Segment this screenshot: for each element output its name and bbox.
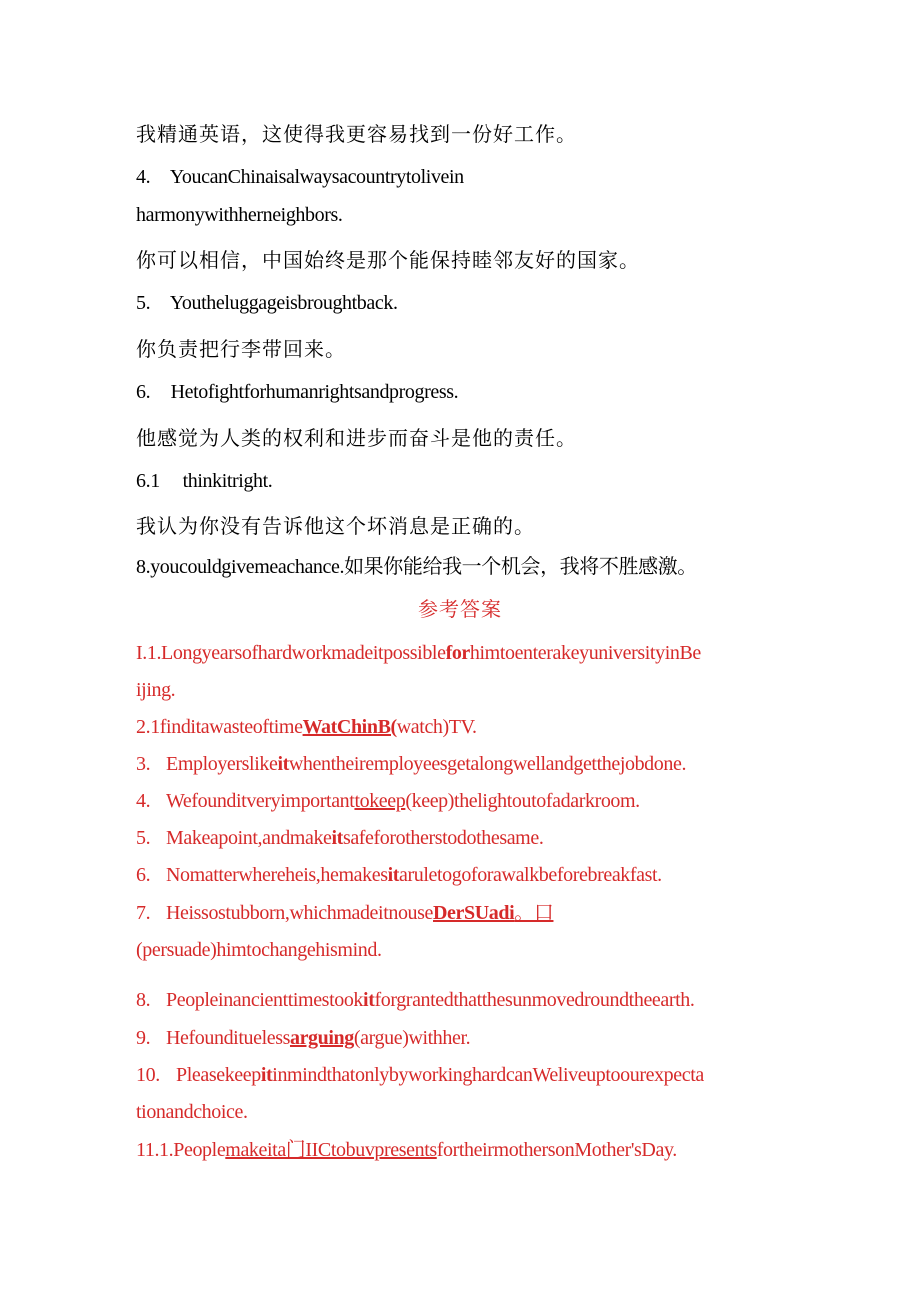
answer-text: whentheiremployeesgetalongwellandgetthejobdone. [288, 753, 687, 775]
answer-text: Wefounditveryimportant [166, 790, 355, 812]
chinese-sentence-3: 我精通英语，这使得我更容易找到一份好工作。 [136, 122, 577, 146]
answer-3 [136, 750, 860, 778]
answer-1-cont: ijing. [136, 679, 176, 701]
answer-key-word: it [387, 864, 399, 886]
answer-7-cont: (persuade)himtochangehismind. [136, 939, 382, 961]
item-number: 5. [136, 292, 151, 314]
exercise-item-5 [136, 289, 860, 317]
answer-8 [136, 986, 860, 1014]
item-text: Hetofightforhumanrightsandprogress. [170, 381, 459, 403]
answer-text: himtoenterakeyuniversityinBe [469, 642, 701, 664]
item-number: 6. [136, 381, 151, 403]
item-number: 6. [136, 864, 151, 886]
item-number: 6.1 [136, 470, 160, 492]
answer-key-word: arguing [289, 1027, 354, 1049]
answer-text: safeforotherstodothesame. [342, 827, 544, 849]
answer-9 [136, 1024, 860, 1052]
item-number: 4. [136, 166, 151, 188]
answer-text: 11.1.People [136, 1139, 226, 1161]
answer-text: Peopleinancienttimestook [166, 989, 364, 1011]
exercise-item-4-cont: harmonywithherneighbors. [136, 204, 343, 226]
chinese-sentence-5: 你负责把行李带回来。 [136, 337, 346, 361]
answer-text: aruletogoforawalkbeforebreakfast. [399, 864, 662, 886]
answer-5 [136, 824, 860, 852]
answer-key-word: tokeep [354, 790, 406, 812]
item-text: thinkitright. [182, 470, 273, 492]
answer-1 [136, 639, 860, 667]
answer-text: Nomatterwhereheis,hemakes [166, 864, 388, 886]
exercise-item-6-1 [136, 467, 860, 495]
answer-key-word: it [277, 753, 289, 775]
answer-text: inmindthatonlybyworkinghardcanWeliveuptoourexpecta [272, 1064, 704, 1086]
answer-text: Employerslike [166, 753, 278, 775]
chinese-sentence-7: 我认为你没有告诉他这个坏消息是正确的。 [136, 514, 535, 538]
exercise-item-8: 8.youcouldgivemeachance.如果你能给我一个机会，我将不胜感激。 [136, 556, 697, 578]
answer-text: fortheirmothersonMother'sDay. [436, 1139, 677, 1161]
answer-text: watch)TV. [396, 716, 477, 738]
answer-key-word: WatChinB( [302, 716, 397, 738]
answer-text: forgrantedthatthesunmovedroundtheearth. [374, 989, 695, 1011]
answer-text: 。口 [514, 902, 554, 924]
answer-10-cont: tionandchoice. [136, 1101, 248, 1123]
item-text: YoucanChinaisalwaysacountrytolivein [169, 166, 464, 188]
item-number: 5. [136, 827, 151, 849]
chinese-sentence-6: 他感觉为人类的权利和进步而奋斗是他的责任。 [136, 426, 577, 450]
answer-key-title: 参考答案 [418, 597, 502, 621]
exercise-item-6 [136, 378, 860, 406]
answer-key-word: DerSUadi [433, 902, 515, 924]
answer-text: (keep)thelightoutofadarkroom. [405, 790, 640, 812]
answer-key-word: it [331, 827, 343, 849]
answer-key-word: it [363, 989, 375, 1011]
answer-text: Makeapoint,andmake [166, 827, 332, 849]
answer-key-word: for [445, 642, 470, 664]
exercise-item-4 [136, 163, 860, 191]
item-number: 10. [136, 1064, 160, 1086]
chinese-sentence-4: 你可以相信，中国始终是那个能保持睦邻友好的国家。 [136, 248, 640, 272]
answer-6 [136, 861, 860, 889]
item-number: 8. [136, 989, 151, 1011]
answer-key-word: it [260, 1064, 273, 1086]
answer-11 [136, 1136, 860, 1164]
answer-7 [136, 899, 860, 927]
item-number: 9. [136, 1027, 151, 1049]
answer-text: Pleasekeep [176, 1064, 261, 1086]
item-text: Youtheluggageisbroughtback. [169, 292, 398, 314]
answer-text: Heissostubborn,whichmadeitnouse [166, 902, 434, 924]
answer-text: I.1.Longyearsofhardworkmadeitpossible [136, 642, 446, 664]
answer-text: 2.1finditawasteoftime [136, 716, 303, 738]
answer-key-word: makeita门IICtobuvpresents [225, 1139, 437, 1161]
answer-2 [136, 713, 860, 741]
answer-text: (argue)withher. [353, 1027, 471, 1049]
item-number: 7. [136, 902, 151, 924]
answer-text: Hefounditueless [166, 1027, 290, 1049]
answer-4 [136, 787, 860, 815]
item-number: 3. [136, 753, 151, 775]
answer-10 [136, 1061, 860, 1089]
item-number: 4. [136, 790, 151, 812]
